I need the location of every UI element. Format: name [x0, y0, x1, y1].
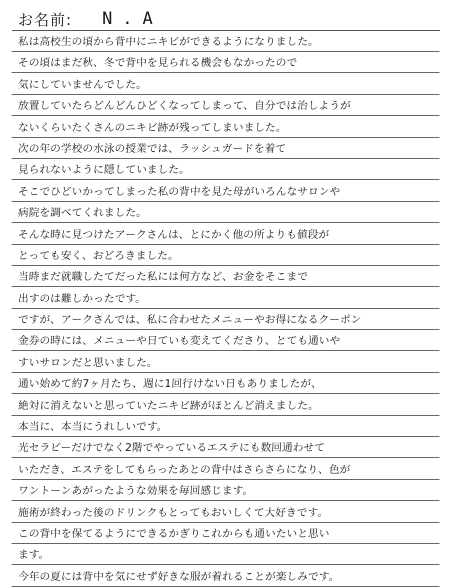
letter-line: 施術が終わった後のドリンクもとってもおいしくて大好きです。: [11, 502, 440, 523]
letter-line: ワントーンあがったような効果を毎回感じます。: [11, 480, 440, 501]
letter-line: ます。: [11, 544, 440, 565]
letter-line: 光セラピーだけでなく2階でやっているエステにも数回通わせて: [11, 437, 440, 458]
letter-line: 出すのは難しかったです。: [11, 288, 440, 309]
letter-line: いただき、エステをしてもらったあとの背中はさらさらになり、色が: [11, 459, 440, 480]
ruled-letter-body: [12, 30, 440, 587]
letter-line: 次の年の学校の水泳の授業では、ラッシュガードを着て: [11, 138, 440, 159]
letter-line: ですが、アークさんでは、私に合わせたメニューやお得になるクーポン: [11, 309, 440, 330]
letter-line: すいサロンだと思いました。: [11, 352, 440, 373]
name-value: N.A: [102, 9, 163, 29]
letter-line: 金券の時には、メニューや日ていも変えてくださり、とても通いや: [11, 330, 440, 351]
letter-line: ないくらいたくさんのニキビ跡が残ってしまいました。: [11, 117, 440, 138]
letter-line: とっても安く、おどろきました。: [11, 245, 440, 266]
letter-line: 本当に、本当にうれしいです。: [11, 416, 440, 437]
letter-line: 見られないように隠していました。: [11, 159, 440, 180]
letter-line: この背中を保てるようにできるかぎりこれからも通いたいと思い: [11, 523, 440, 544]
letter-line: 絶対に消えないと思っていたニキビ跡がほとんど消えました。: [11, 395, 440, 416]
letter-line: 放置していたらどんどんひどくなってしまって、自分では治しようが: [11, 95, 440, 116]
letter-line: 今年の夏には背中を気にせず好きな服が着れることが楽しみです。: [11, 566, 440, 587]
letter-line: 当時まだ就職したてだった私には何方など、お金をそこまで: [11, 266, 440, 287]
name-header: [18, 8, 163, 30]
letter-line: そこでひどいかってしまった私の背中を見た母がいろんなサロンや: [11, 181, 440, 202]
letter-line: 気にしていませんでした。: [11, 74, 440, 95]
letter-line: そんな時に見つけたアークさんは、とにかく他の所よりも値段が: [11, 224, 440, 245]
letter-line: 通い始めて約7ヶ月たち、週に1回行けない日もありましたが、: [11, 373, 440, 394]
letter-line: 病院を調べてくれました。: [11, 202, 440, 223]
letter-line: 私は高校生の頃から背中にニキビができるようになりました。: [11, 31, 440, 52]
name-label: お名前:: [18, 10, 73, 29]
letter-line: その頃はまだ秋、冬で背中を見られる機会もなかったので: [11, 52, 440, 73]
